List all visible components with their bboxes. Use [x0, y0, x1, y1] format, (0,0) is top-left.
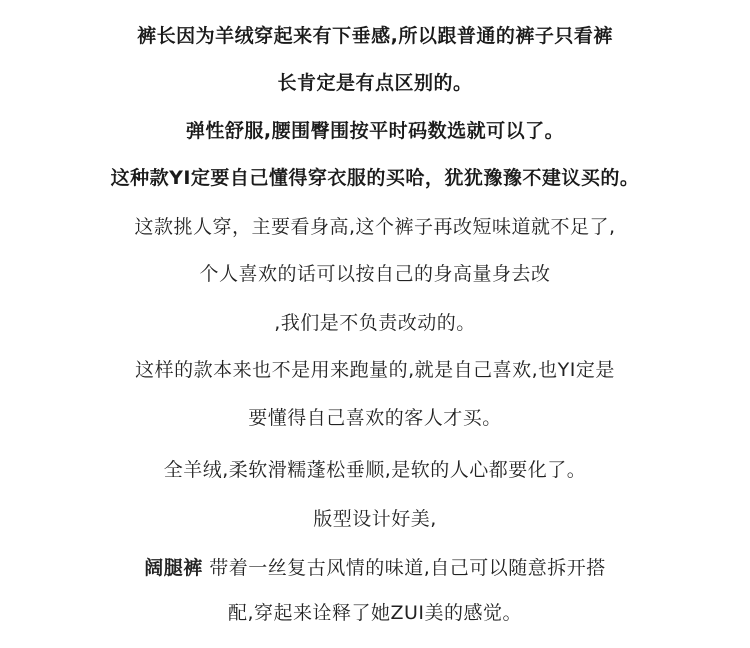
product-name-label: 阔腿裤: [144, 557, 203, 579]
text-line: 裤长因为羊绒穿起来有下垂感,所以跟普通的裤子只看裤: [137, 25, 613, 47]
text-line: 要懂得自己喜欢的客人才买。: [248, 407, 502, 429]
text-line: 这种款YI定要自己懂得穿衣服的买哈，犹犹豫豫不建议买的。: [110, 167, 640, 189]
text-line: ,我们是不负责改动的。: [274, 312, 476, 334]
highlight-text: 带着一丝复古风情的味道,自己可以随意拆开搭: [202, 557, 606, 579]
text-line: 个人喜欢的话可以按自己的身高量身去改: [199, 263, 551, 285]
highlight-line: [0, 553, 750, 583]
text-line: 弹性舒服,腰围臀围按平时码数选就可以了。: [185, 120, 565, 142]
text-line: 长肯定是有点区别的。: [277, 72, 473, 94]
text-line: 全羊绒,柔软滑糯蓬松垂顺,是软的人心都要化了。: [163, 459, 587, 481]
text-line: 配,穿起来诠释了她ZUI美的感觉。: [227, 602, 523, 624]
text-line: 这样的款本来也不是用来跑量的,就是自己喜欢,也YI定是: [135, 359, 615, 381]
text-line: 这款挑人穿，主要看身高,这个裤子再改短味道就不足了,: [134, 216, 616, 238]
text-line: 版型设计好美,: [313, 508, 437, 530]
